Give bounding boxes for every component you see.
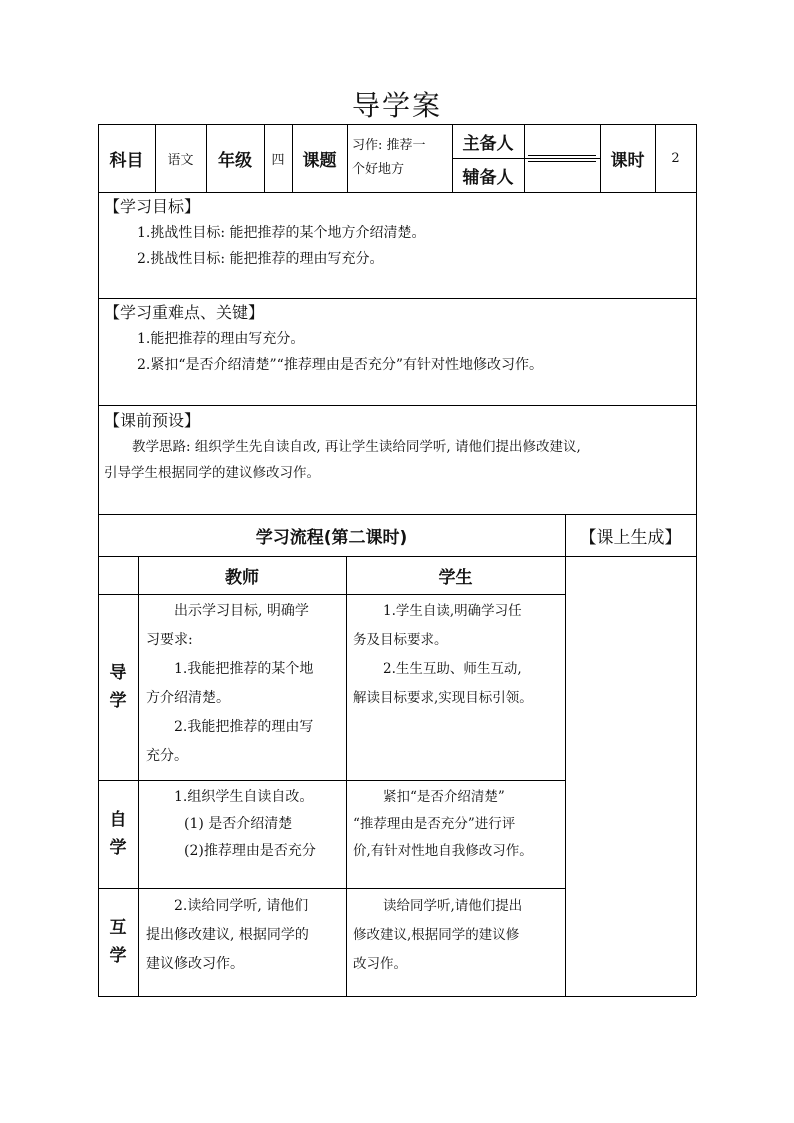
goals-section (104, 194, 690, 272)
teacher-cell: 1.组织学生自读自改。 (1) 是否介绍清楚 (2)推荐理由是否充分 (174, 789, 316, 859)
goals-title: 【学习目标】 (104, 197, 201, 216)
flow-title: 学习流程(第二课时) (255, 527, 408, 548)
assist-prep-label: 辅备人 (462, 167, 514, 188)
grade-value: 四 (271, 152, 285, 168)
subject-label: 科目 (109, 150, 144, 171)
subject-value: 语文 (167, 152, 194, 168)
flow-side-title: 【课上生成】 (579, 527, 682, 548)
assist-prep-value (524, 162, 600, 192)
topic-label: 课题 (302, 150, 337, 171)
topic-value: 习作: 推荐一 个好地方 (352, 138, 426, 177)
student-header: 学生 (438, 567, 473, 588)
student-cell: 紧扣“是否介绍清楚” “推荐理由是否充分”进行评 价,有针对性地自我修改习作。 (353, 789, 533, 859)
keypoints-item: 2.紧扣“是否介绍清楚”“推荐理由是否充分”有针对性地修改习作。 (137, 357, 543, 373)
preset-line: 引导学生根据同学的建议修改习作。 (104, 465, 320, 481)
keypoints-item: 1.能把推荐的理由写充分。 (137, 331, 305, 347)
goals-item: 2.挑战性目标: 能把推荐的理由写充分。 (137, 251, 384, 267)
row-label: 自学 (109, 810, 127, 858)
page-title: 导学案 (351, 89, 442, 122)
preset-section (104, 408, 692, 486)
preset-title: 【课前预设】 (104, 411, 201, 430)
teacher-cell: 2.读给同学听, 请他们 提出修改建议, 根据同学的 建议修改习作。 (146, 898, 309, 972)
main-prep-label: 主备人 (462, 133, 514, 154)
period-label: 课时 (610, 150, 645, 171)
teacher-cell: 出示学习目标, 明确学 习要求: 1.我能把推荐的某个地 方介绍清楚。 2.我能把推荐的理由写 充分。 (146, 603, 314, 764)
row-label: 互学 (109, 918, 127, 966)
teacher-header: 教师 (225, 567, 259, 588)
student-cell: 1.学生自读,明确学习任 务及目标要求。 2.生生互助、师生互动, 解读目标要求,实现目标引领。 (353, 603, 533, 706)
keypoints-section (104, 300, 690, 378)
student-cell: 读给同学听,请他们提出 修改建议,根据同学的建议修 改习作。 (353, 898, 523, 972)
main-prep-value (524, 124, 600, 154)
period-value: 2 (671, 150, 680, 166)
grade-label: 年级 (218, 150, 252, 171)
row-label: 导学 (109, 663, 127, 711)
goals-item: 1.挑战性目标: 能把推荐的某个地方介绍清楚。 (137, 225, 426, 241)
preset-line: 教学思路: 组织学生先自读自改, 再让学生读给同学听, 请他们提出修改建议, (132, 439, 581, 455)
keypoints-title: 【学习重难点、关键】 (104, 303, 265, 322)
